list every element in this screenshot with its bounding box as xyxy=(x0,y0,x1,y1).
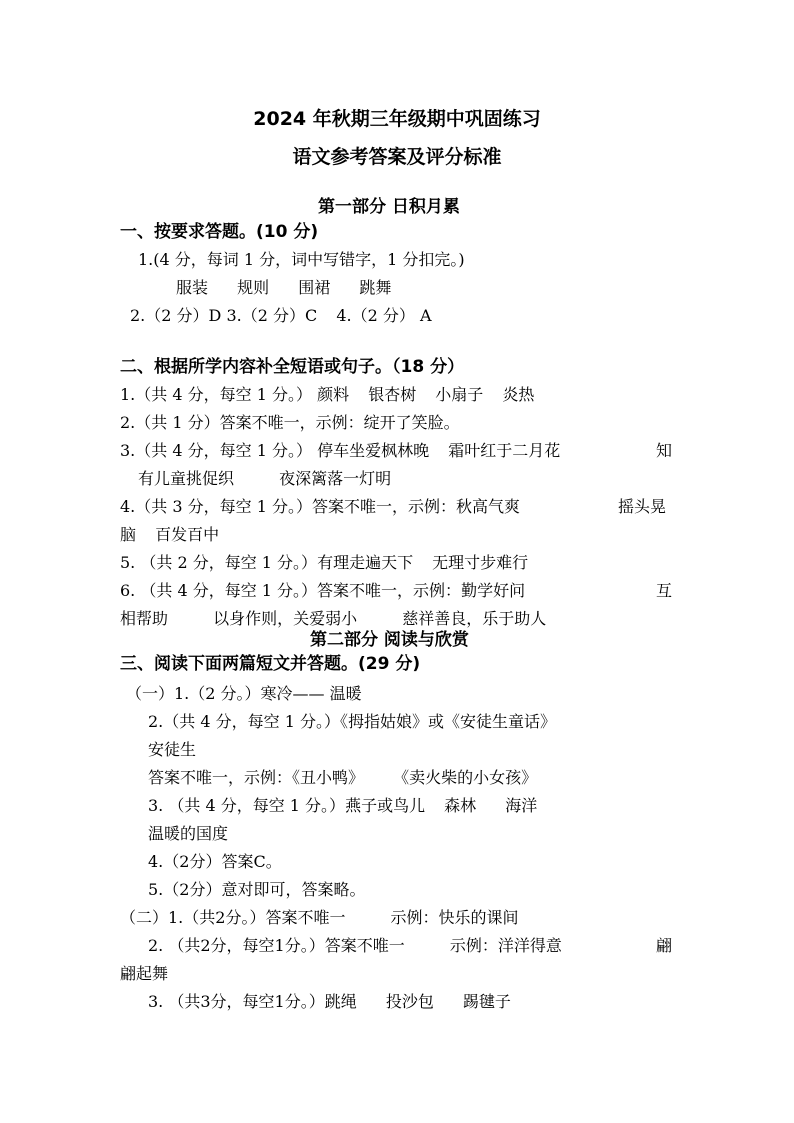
answer-item: 《卖火柴的小女孩》 xyxy=(393,768,538,787)
answer-item: 服装 xyxy=(176,278,209,297)
sec2-q3-rule: 3.（共 4 分，每空 1 分。） xyxy=(120,441,312,460)
sec3-r1-q2-cont: 安徒生 xyxy=(148,740,197,759)
answer-item: 百发百中 xyxy=(155,525,220,544)
part1-title: 第一部分 日积月累 xyxy=(318,197,460,217)
sec2-q5 xyxy=(120,552,528,574)
sec2-q4-line1 xyxy=(120,496,520,518)
sec1-q2: 2.（2 分）D xyxy=(130,306,222,325)
answer-item: 森林 xyxy=(444,796,477,815)
sec2-q5-rule: 5. （共 2 分，每空 1 分。） xyxy=(120,553,318,572)
section1-heading: 一、按要求答题。(10 分) xyxy=(120,222,319,242)
sec3-r1-q3 xyxy=(148,795,537,817)
sec2-q4-a2-start: 摇头晃 xyxy=(618,497,667,516)
sec2-q6-line2 xyxy=(120,608,546,630)
part2-title: 第二部分 阅读与欣赏 xyxy=(310,630,469,650)
sec3-r2-q3 xyxy=(148,991,511,1013)
answer-item: 规则 xyxy=(237,278,270,297)
answer-item: 银杏树 xyxy=(368,385,417,404)
answer-item: 无理寸步难行 xyxy=(432,553,529,572)
answer-item: 投沙包 xyxy=(385,992,434,1011)
page-subtitle: 语文参考答案及评分标准 xyxy=(292,146,502,168)
sec1-q2-q4 xyxy=(130,305,432,327)
section3-heading: 三、阅读下面两篇短文并答题。(29 分) xyxy=(120,654,421,674)
answer-item: 慈祥善良，乐于助人 xyxy=(402,609,547,628)
answer-item: 夜深篱落一灯明 xyxy=(279,469,392,488)
answer-item: 踢毽子 xyxy=(462,992,511,1011)
answer-item: 示例：快乐的课间 xyxy=(390,908,519,927)
answer-item: 以身作则，关爱弱小 xyxy=(213,609,358,628)
answer-item: 勤学好问 xyxy=(461,581,526,600)
answer-item: 有理走遍天下 xyxy=(317,553,414,572)
sec1-q1-answers xyxy=(176,277,391,299)
answer-item: 相帮助 xyxy=(120,609,169,628)
sec2-q1 xyxy=(120,384,534,406)
sec2-q6-a2-start: 互 xyxy=(656,581,673,600)
answer-item: 霜叶红于二月花 xyxy=(448,441,561,460)
sec3-r1-q1: （一）1.（2 分。）寒冷—— 温暖 xyxy=(126,684,362,703)
sec3-r1-q3-rule: 3. （共 4 分，每空 1 分。） xyxy=(148,796,346,815)
sec2-q4-line2 xyxy=(120,524,219,546)
sec2-q1-rule: 1.（共 4 分，每空 1 分。） xyxy=(120,385,312,404)
answer-item: 脑 xyxy=(120,525,137,544)
sec3-r2-q2-a2-end: 翩起舞 xyxy=(120,964,169,983)
sec2-q4-rule: 4.（共 3 分，每空 1 分。）答案不唯一，示例： xyxy=(120,497,456,516)
sec3-r1-q2-examples xyxy=(148,767,537,789)
answer-item: 《丑小鸭》 xyxy=(292,768,365,787)
sec1-q4: 4.（2 分） A xyxy=(336,306,432,325)
sec3-r2-q2-a2-start: 翩 xyxy=(656,936,673,955)
answer-item: 示例：洋洋得意 xyxy=(449,936,562,955)
answer-item: 跳舞 xyxy=(359,278,392,297)
sec1-q3: 3.（2 分）C xyxy=(226,306,318,325)
sec2-q6-rule: 6. （共 4 分，每空 1 分。）答案不唯一，示例： xyxy=(120,581,462,600)
sec3-r2-q2 xyxy=(148,935,562,957)
sec3-r1-q5: 5.（2分）意对即可，答案略。 xyxy=(148,880,366,899)
answer-item: 燕子或鸟儿 xyxy=(345,796,426,815)
sec2-q3-line2 xyxy=(138,468,391,490)
sec2-q6-line1 xyxy=(120,580,525,602)
sec1-q1-rule: 1.(4 分，每词 1 分，词中写错字，1 分扣完。) xyxy=(138,250,465,269)
sec3-r2-q3-rule: 3. （共3分，每空1分。）跳绳 xyxy=(148,992,357,1011)
sec2-q3-line1 xyxy=(120,440,560,462)
page-title: 2024 年秋期三年级期中巩固练习 xyxy=(253,108,541,130)
sec3-r1-q2: 2.（共 4 分，每空 1 分。）《拇指姑娘》或《安徒生童话》 xyxy=(148,712,556,731)
answer-item: 颜料 xyxy=(317,385,350,404)
sec3-r1-q3-cont: 温暖的国度 xyxy=(148,824,229,843)
sec3-r1-q4: 4.（2分）答案C。 xyxy=(148,852,282,871)
sec2-q2: 2.（共 1 分）答案不唯一，示例：绽开了笑脸。 xyxy=(120,413,460,432)
answer-item: 有儿童挑促织 xyxy=(138,469,235,488)
section2-heading: 二、根据所学内容补全短语或句子。（18 分） xyxy=(120,357,465,377)
sec3-r2-q1-rule: （二）1.（共2分。）答案不唯一 xyxy=(120,908,346,927)
sec3-r2-q2-rule: 2. （共2分，每空1分。）答案不唯一 xyxy=(148,936,405,955)
answer-item: 围裙 xyxy=(298,278,331,297)
answer-item: 秋高气爽 xyxy=(455,497,520,516)
answer-item: 小扇子 xyxy=(435,385,484,404)
answer-item: 停车坐爱枫林晚 xyxy=(317,441,430,460)
example-label: 答案不唯一，示例： xyxy=(148,768,293,787)
answer-item: 炎热 xyxy=(502,385,535,404)
sec2-q3-a3-start: 知 xyxy=(656,441,673,460)
sec3-r2-q1 xyxy=(120,907,519,929)
answer-item: 海洋 xyxy=(505,796,538,815)
